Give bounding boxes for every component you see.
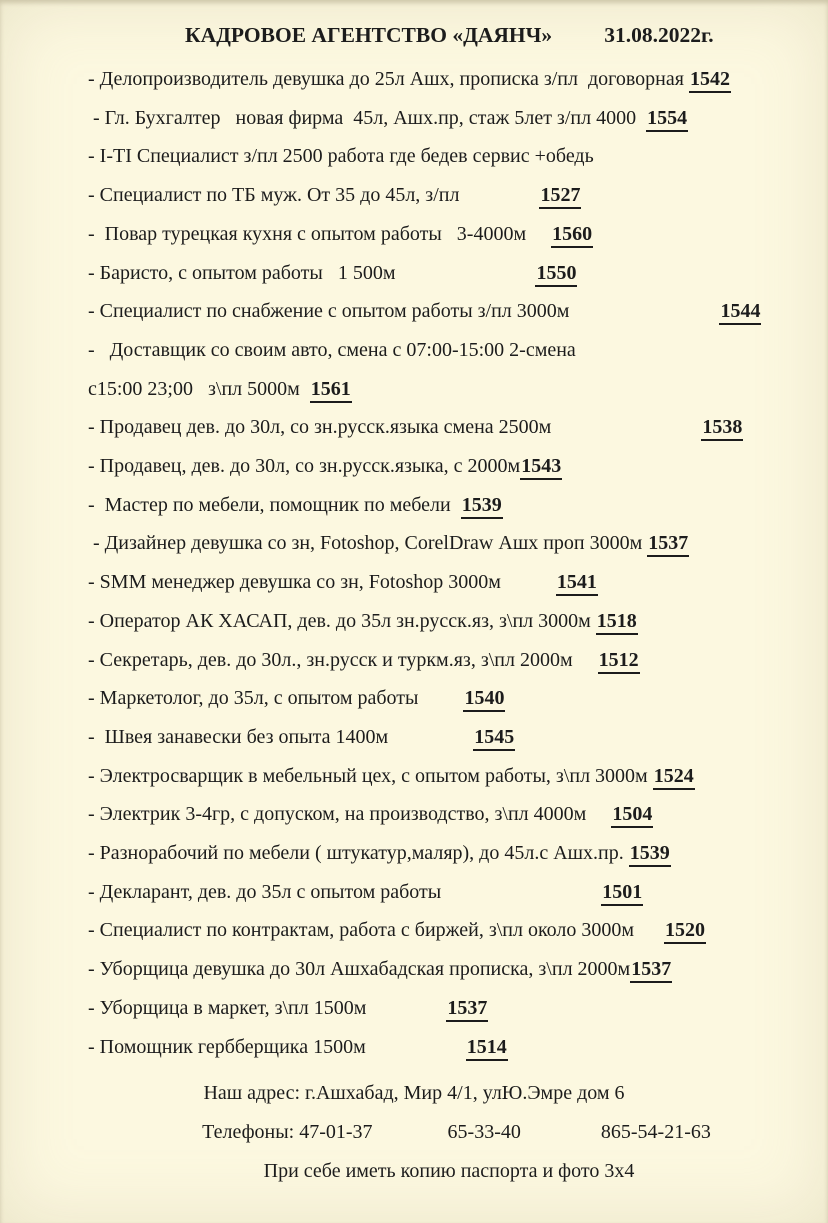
- vacancy-text: - Уборщица девушка до 30л Ашхабадская прописка, з\пл 2000м: [88, 958, 631, 981]
- vacancy-line: [88, 563, 814, 602]
- vacancy-text: - Специалист по снабжение с опытом работы з/пл 3000м: [88, 300, 720, 323]
- vacancy-code: 1514: [466, 1036, 508, 1061]
- vacancy-text: - Продавец, дев. до 30л, со зн.русск.языка, с 2000м: [88, 455, 521, 478]
- vacancy-code: 1537: [630, 958, 672, 983]
- agency-title: КАДРОВОЕ АГЕНТСТВО «ДАЯНЧ»: [185, 23, 553, 47]
- vacancy-line: [88, 524, 814, 563]
- vacancy-line: [88, 331, 814, 370]
- vacancy-code: 1539: [629, 842, 671, 867]
- vacancy-text: - Оператор АК ХАСАП, дев. до 35л зн.русск.яз, з\пл 3000м: [88, 609, 596, 632]
- vacancy-line: [88, 408, 814, 447]
- vacancy-line: [88, 486, 814, 525]
- address-line: Наш адрес: г.Ашхабад, Мир 4/1, улЮ.Эмре дом 6: [203, 1082, 625, 1105]
- vacancy-text: - Дизайнер девушка со зн, Fotoshop, CorelDraw Ашх проп 3000м: [88, 532, 648, 555]
- vacancy-line: [88, 99, 814, 138]
- vacancy-code: 1543: [520, 455, 562, 480]
- vacancy-line: [88, 602, 814, 641]
- vacancy-text: - Гл. Бухгалтер новая фирма 45л, Ашх.пр, стаж 5лет з/пл 4000: [88, 106, 647, 129]
- vacancy-line: [88, 757, 814, 796]
- vacancy-text: - Разнорабочий по мебели ( штукатур,маляр), до 45л.с Ашх.пр.: [88, 842, 629, 865]
- vacancy-line: [88, 641, 814, 680]
- vacancy-text: - Специалист по ТБ муж. От 35 до 45л, з/пл: [88, 184, 540, 207]
- vacancy-code: 1527: [539, 184, 581, 209]
- vacancy-list: [88, 60, 814, 1066]
- vacancy-line: [88, 137, 814, 176]
- vacancy-line: [88, 679, 814, 718]
- vacancy-line: [88, 60, 814, 99]
- vacancy-line: [88, 254, 814, 293]
- vacancy-text: - Продавец дев. до 30л, со зн.русск.языка смена 2500м: [88, 416, 702, 439]
- document-footer: [0, 1074, 828, 1190]
- vacancy-code: 1504: [611, 803, 653, 828]
- vacancy-text: - Специалист по контрактам, работа с биржей, з\пл около 3000м: [88, 919, 665, 942]
- vacancy-code: 1512: [598, 649, 640, 674]
- vacancy-text: - Помощник гербберщика 1500м: [88, 1035, 466, 1058]
- vacancy-code: 1501: [601, 881, 643, 906]
- vacancy-code: 1537: [446, 997, 488, 1022]
- vacancy-line: [88, 795, 814, 834]
- vacancy-text: - Делопроизводитель девушка до 25л Ашх, прописка з/пл договорная: [88, 68, 689, 90]
- vacancy-text: - Электросварщик в мебельный цех, с опытом работы, з\пл 3000м: [88, 764, 653, 787]
- vacancy-text: - Швея занавески без опыта 1400м: [88, 725, 474, 748]
- vacancy-line: [88, 718, 814, 757]
- vacancy-code: 1545: [473, 726, 515, 751]
- vacancy-text: - Мастер по мебели, помощник по мебели: [88, 493, 461, 516]
- vacancy-text: - Маркетолог, до 35л, с опытом работы: [88, 687, 464, 710]
- vacancy-line: [88, 911, 814, 950]
- vacancy-line: [88, 370, 814, 409]
- document-header: [88, 14, 814, 56]
- vacancy-code: 1537: [647, 532, 689, 557]
- vacancy-line: [88, 834, 814, 873]
- vacancy-code: 1518: [596, 610, 638, 635]
- vacancy-line: [88, 873, 814, 912]
- vacancy-code: 1550: [535, 262, 577, 287]
- vacancy-code: 1554: [646, 107, 688, 132]
- document-date: 31.08.2022г.: [604, 23, 714, 47]
- vacancy-line: [88, 292, 814, 331]
- vacancy-line: [88, 215, 814, 254]
- phones-line: Телефоны: 47-01-37 65-33-40 865-54-21-63: [202, 1120, 711, 1143]
- vacancy-code: 1520: [664, 919, 706, 944]
- vacancy-line: [88, 447, 814, 486]
- vacancy-text: - SMM менеджер девушка со зн, Fotoshop 3000м: [88, 571, 556, 594]
- note-line: При себе иметь копию паспорта и фото 3х4: [263, 1159, 635, 1182]
- vacancy-code: 1561: [310, 378, 352, 403]
- vacancy-line: [88, 176, 814, 215]
- vacancy-code: 1544: [719, 300, 761, 325]
- vacancy-code: 1540: [463, 687, 505, 712]
- vacancy-text: - Секретарь, дев. до 30л., зн.русск и туркм.яз, з\пл 2000м: [88, 648, 598, 671]
- vacancy-code: 1539: [461, 494, 503, 519]
- vacancy-text: - Доставщик со своим авто, смена с 07:00-15:00 2-смена: [88, 338, 576, 361]
- vacancy-text: - Баристо, с опытом работы 1 500м: [88, 261, 536, 284]
- vacancy-text: - Повар турецкая кухня с опытом работы 3-4000м: [88, 222, 552, 245]
- vacancy-text: с15:00 23;00 з\пл 5000м: [88, 377, 310, 400]
- vacancy-line: [88, 1028, 814, 1067]
- vacancy-text: - Электрик 3-4гр, с допуском, на производство, з\пл 4000м: [88, 803, 612, 826]
- vacancy-code: 1538: [701, 416, 743, 441]
- vacancy-code: 1541: [556, 571, 598, 596]
- vacancy-text: - Уборщица в маркет, з\пл 1500м: [88, 996, 447, 1019]
- vacancy-code: 1560: [551, 223, 593, 248]
- vacancy-line: [88, 989, 814, 1028]
- vacancy-line: [88, 950, 814, 989]
- vacancy-code: 1542: [689, 68, 731, 93]
- vacancy-text: - I-TI Специалист з/пл 2500 работа где бедев сервис +обедь: [88, 145, 594, 168]
- vacancy-code: 1524: [653, 765, 695, 790]
- vacancy-text: - Декларант, дев. до 35л с опытом работы: [88, 880, 602, 903]
